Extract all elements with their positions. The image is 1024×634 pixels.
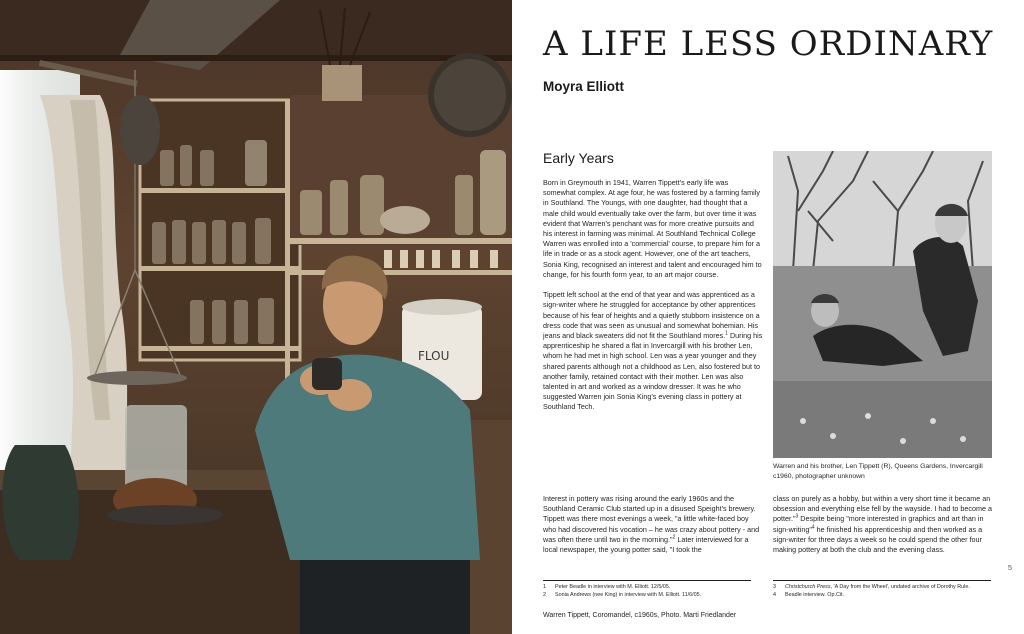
page-number: 5 (1008, 565, 1012, 572)
paragraph-3: Interest in pottery was rising around the early 1960s and the Southland Ceramic Club started up in a disused Speight's brewery. Tippett was there most evenings a week, "a little white-faced boy who had discovered his vocation – he was crazy about pottery - and was often there until two in the morning."$^2$ Later interviewed for a local newspaper, the young potter said, "I took the (543, 494, 760, 555)
body-column-right (773, 494, 998, 565)
footnote-ref: 3 (795, 514, 799, 521)
article-author: Moyra Elliott (543, 79, 625, 94)
flour-jar-label: FLOU (418, 349, 450, 363)
footnote-divider (543, 580, 751, 581)
footnotes-left (543, 584, 763, 599)
footnote: 4 Beadle interview. Op.Cit. (773, 591, 845, 598)
body-column-left-bottom (543, 494, 763, 565)
footnote: 1 Peter Beadle in interview with M. Elliott. 12/5/05. (543, 584, 671, 590)
photo-warren-and-len-tippett (773, 151, 992, 458)
photo-credit: Warren Tippett, Coromandel, c1960s, Photo. Marti Friedlander (543, 612, 737, 619)
footnotes-right (773, 584, 998, 599)
paragraph-1: Born in Greymouth in 1941, Warren Tippett's early life was somewhat complex. At age four, he was fostered by a farming family in Southland. The Youngs, with one daughter, had thought that a male child would eventually take over the farm, but over time it was evident that Warren's penchant was for more creative pursuits and his interest in farming was minimal. At Southland Technical College Warren was enrolled into a 'commercial' course, to prepare him for a life in trade or as a stock agent. However, one of the art teachers, Sonia King, recognised an interest and talent and encouraged him to change, for his fourth form year, to an art major course. (543, 178, 762, 279)
footnote-ref: 2 (672, 534, 676, 541)
footnote-divider (773, 580, 991, 581)
footnote-ref: 4 (811, 524, 815, 531)
bw-photo-illustration (773, 151, 992, 458)
figure-caption: Warren and his brother, Len Tippett (R), Queens Gardens, Invercargill c1960, photographer unknown (773, 463, 983, 480)
body-column-left-top (543, 178, 763, 423)
article-page (512, 0, 1024, 634)
paragraph-2: Tippett left school at the end of that year and was apprenticed as a sign-writer where he struggled for acceptance by other apprentices because of his fear of heights and a quietly stubborn insistence on a dress code that was seen as unusual and somewhat bohemian. His jeans and black sweaters did not fit the Southland mores.$^1$ During his apprenticeship he shared a flat in Invercargill with his brother Len, whom he had met in high school. Len was a year younger and they shared parents although not a childhood as Len, also fostered but to another family, retained contact with their mother. Len was also talented in art and worked as a window dresser. It was he who suggested Warren join Sonia King's evening class in pottery at Southland Tech. (543, 290, 763, 412)
footnote-ref: 1 (725, 330, 728, 337)
paragraph-4: class on purely as a hobby, but within a very short time it became an obsession and everything else fell by the wayside. I had to become a potter."$^3$ Despite being "more interested in graphics and art than in sign-writing"$^4$ he finished his apprenticeship and then worked as a sign-writer for three days a week so he could spend the other four making pottery at both the club and the evening class. (773, 494, 992, 555)
footnote: 3 Christchurch Press, 'A Day from the Wheel', undated archive of Dorothy Rule. (773, 584, 970, 590)
section-heading: Early Years (543, 150, 614, 166)
footnote: 2 Sonia Andrews (nee King) in interview with M. Elliott. 11/6/05. (543, 591, 702, 598)
article-title: A LIFE LESS ORDINARY (543, 24, 994, 64)
